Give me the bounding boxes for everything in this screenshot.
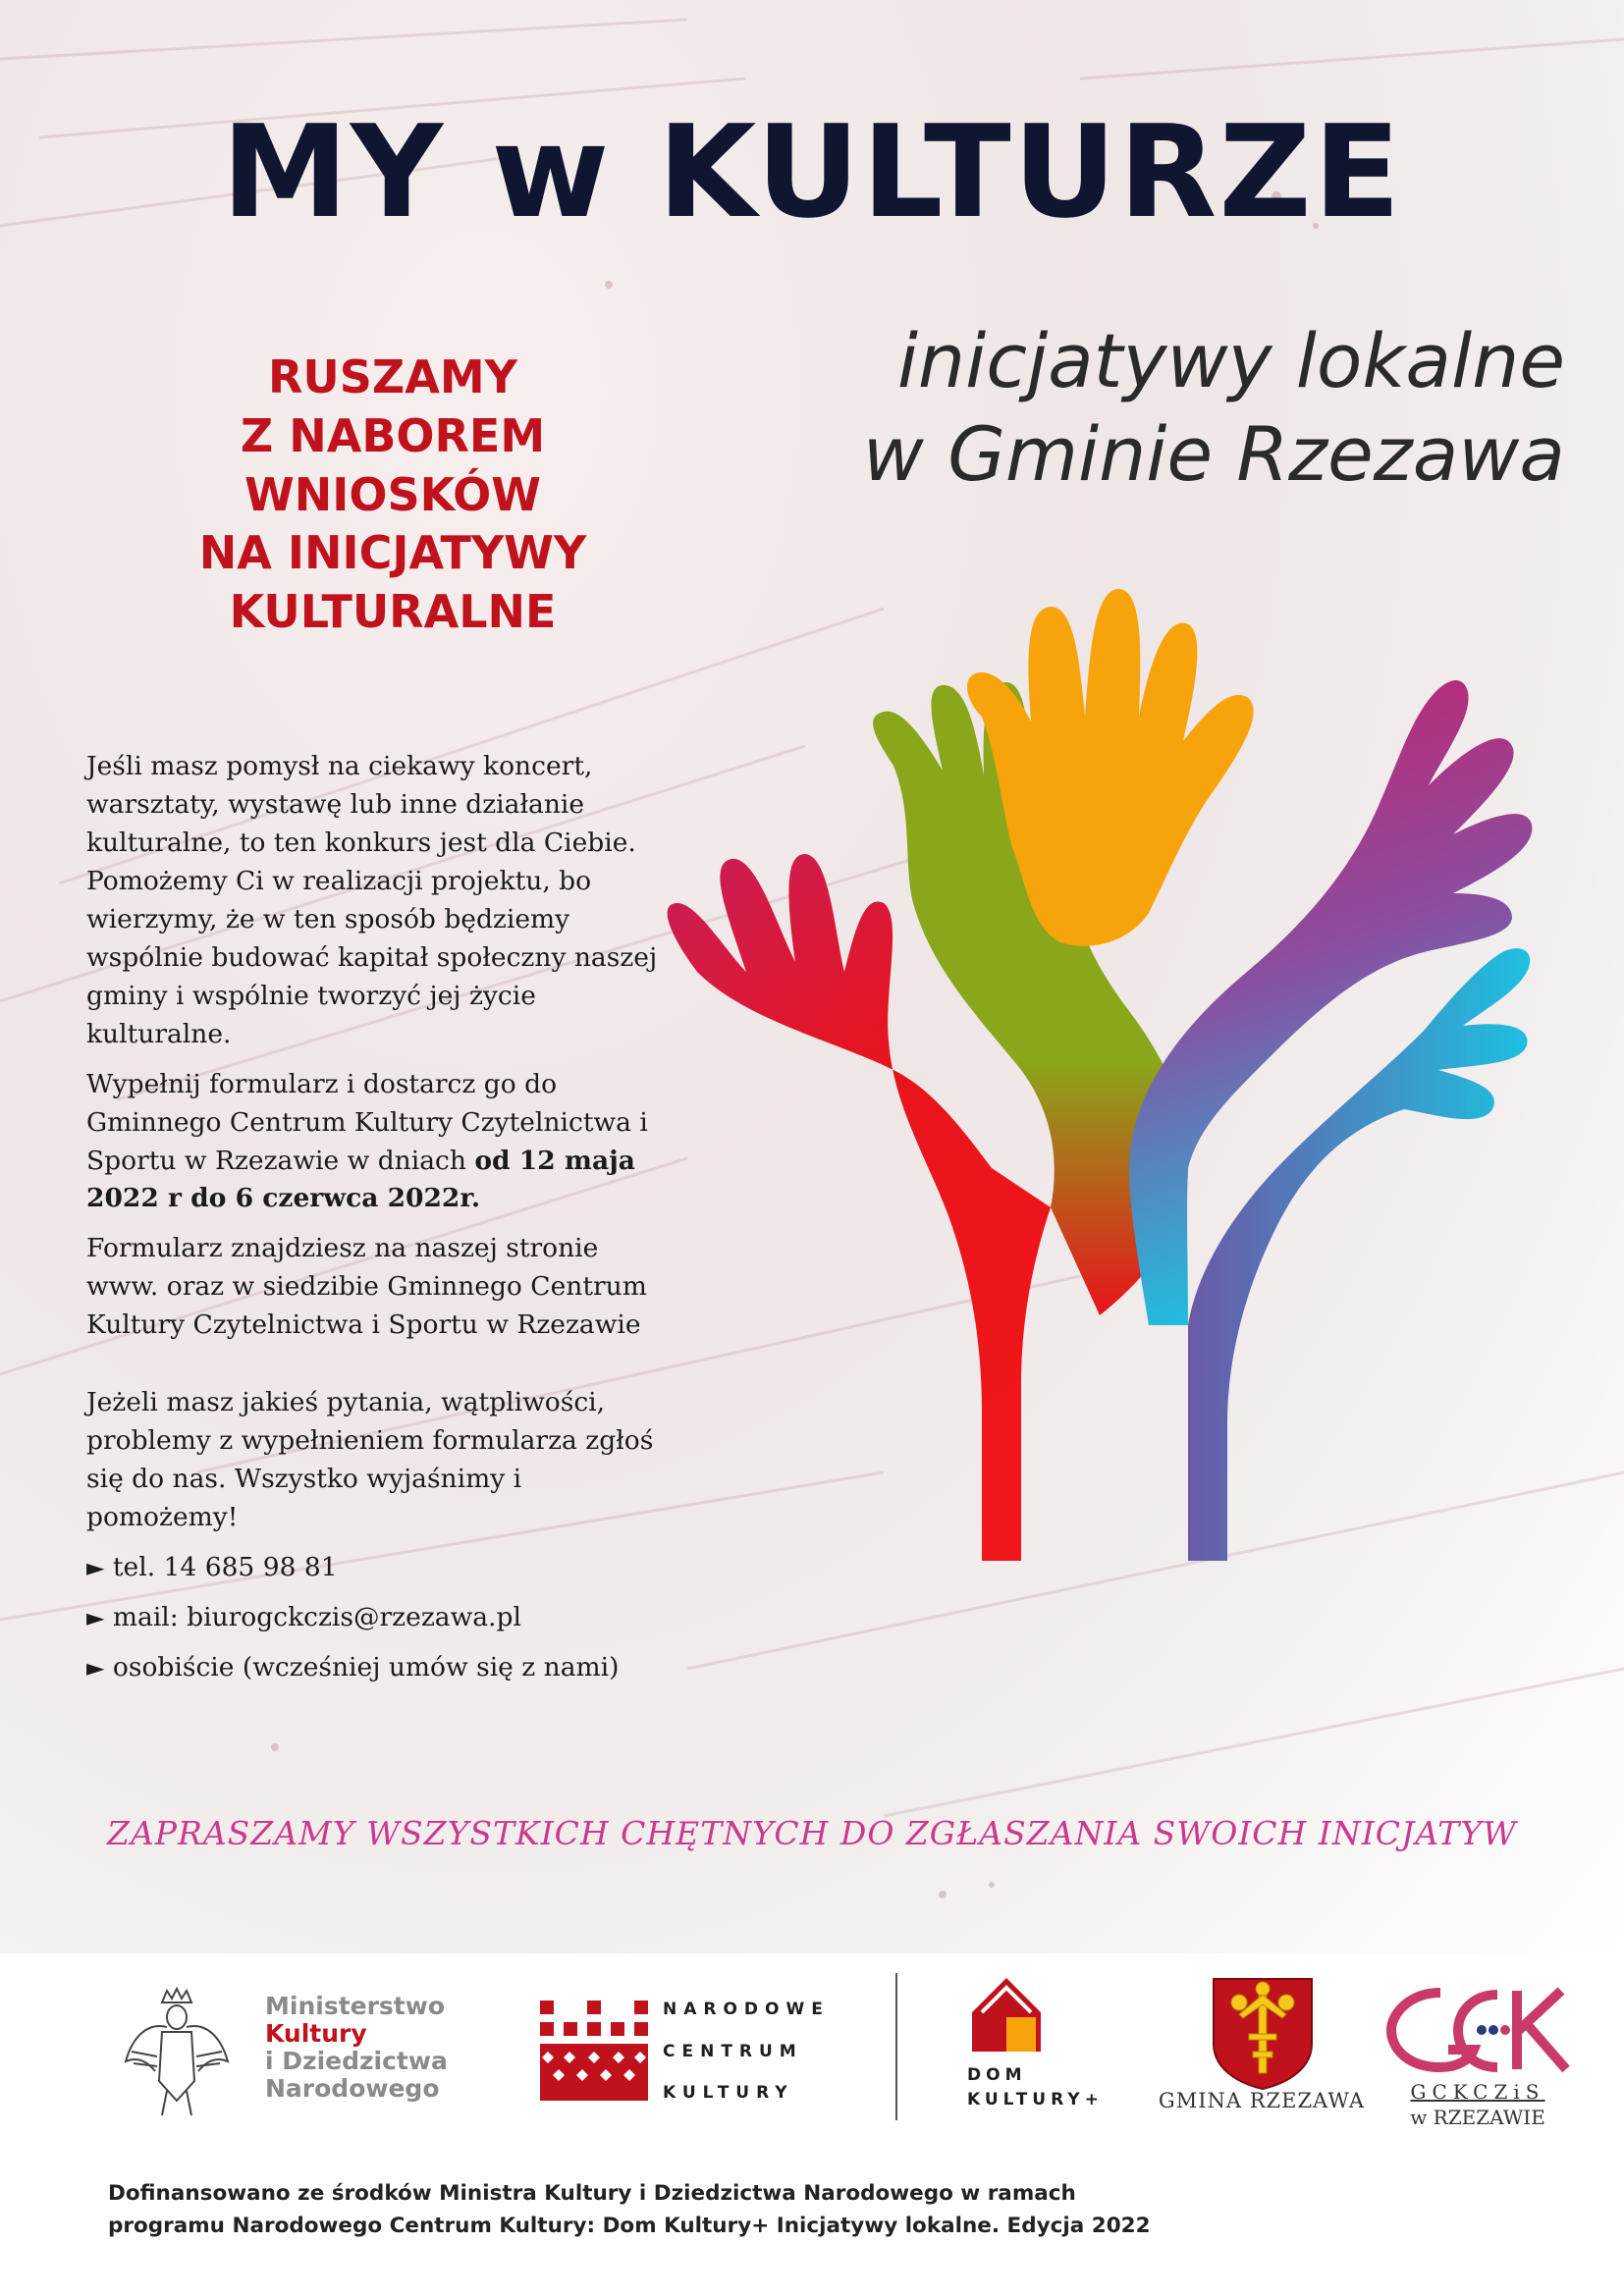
deadline-dates: od 12 maja 2022 r do 6 czerwca 2022r. [86,1145,635,1214]
gckczis-logo-icon [1380,1973,1576,2081]
ministry-line: Ministerstwo [265,1992,446,2020]
arrow-right-icon: ► [86,1604,105,1632]
paragraph-form: Formularz znajdziesz na naszej stronie www. oraz w siedzibie Gminnego Centrum Kultury Czytelnictwa i Sportu w Rzezawie [86,1233,647,1341]
contact-in-person [86,1649,666,1687]
footnote-line: Dofinansowano ze środków Ministra Kultury i Dziedzictwa Narodowego w ramach [108,2181,1076,2206]
invitation-banner: ZAPRASZAMY WSZYSTKICH CHĘTNYCH DO ZGŁASZANIA SWOICH INICJATYW [107,1814,1517,1852]
dk-line: DOM [967,2065,1027,2085]
poster-subtitle [863,314,1565,501]
polish-eagle-emblem-icon [118,1983,236,2120]
contact-phone [86,1549,666,1587]
paragraph-intro: Jeśli masz pomysł na ciekawy koncert, warsztaty, wystawę lub inne działanie kulturalne, to ten konkurs jest dla Ciebie. Pomożemy Ci w realizacji projektu, bo wierzymy, że w ten sposób będziemy wspólnie budować kapitał społeczny naszej gminy i wspólnie tworzyć jej życie kulturalne. [86,751,658,1049]
arrow-right-icon: ► [86,1554,105,1582]
contact-email-link[interactable]: mail: biurogckczis@rzezawa.pl [112,1602,521,1633]
gmina-logo-label: GMINA RZEZAWA [1158,2089,1366,2112]
gmina-crest-icon [1210,1975,1316,2091]
poster-title: MY w KULTURZE [221,97,1403,246]
nck-line: CENTRUM [663,2041,803,2061]
body-text [86,748,666,1699]
dk-line: KULTURY+ [967,2089,1104,2109]
contact-in-person-text: osobiście (wcześniej umów się z nami) [112,1652,620,1683]
paragraph-deadline [86,1066,666,1219]
nck-line: KULTURY [663,2083,794,2103]
subtitle-line: w Gminie Rzezawa [862,410,1565,498]
callout-line: NA INICJATYWY [198,526,587,580]
nck-crown-logo-icon [540,1993,648,2101]
ministry-line: i Dziedzictwa [265,2047,448,2075]
ministry-logo-text [265,1993,448,2103]
dom-kultury-logo-text [967,2063,1104,2111]
callout-line: WNIOSKÓW [244,467,541,521]
ministry-line: Narodowego [265,2074,440,2103]
footnote-line: programu Narodowego Centrum Kultury: Dom Kultury+ Inicjatywy lokalne. Edycja 2022 [108,2214,1151,2239]
ministry-line-red: Kultury [265,2019,367,2048]
dom-kultury-house-icon [967,1973,1046,2056]
nck-line: NARODOWE [663,2000,830,2019]
gckczis-logo-text [1380,2079,1576,2130]
gck-line: w RZEZAWIE [1410,2106,1545,2129]
arrow-right-icon: ► [86,1654,105,1682]
gck-line: GCKCZiS [1410,2080,1545,2104]
funding-footnote [108,2177,1532,2243]
deadline-text: Wypełnij formularz i dostarcz go do Gminnego Centrum Kultury Czytelnictwa i Sportu w Rzezawie w dniach [86,1068,648,1176]
contact-phone-text: tel. 14 685 98 81 [112,1552,338,1583]
callout-line: KULTURALNE [229,585,557,639]
hands-tree-illustration [638,579,1542,1620]
paragraph-questions: Jeżeli masz jakieś pytania, wątpliwości, problemy z wypełnieniem formularza zgłoś się do nas. Wszystko wyjaśnimy i pomożemy! [86,1387,654,1533]
logo-divider [895,1973,897,2120]
nck-logo-text [663,1989,830,2114]
callout-line: Z NABOREM [240,408,546,462]
callout-line: RUSZAMY [268,350,517,403]
callout-heading [118,348,668,642]
subtitle-line: inicjatywy lokalne [896,317,1565,404]
contact-email [86,1599,666,1637]
